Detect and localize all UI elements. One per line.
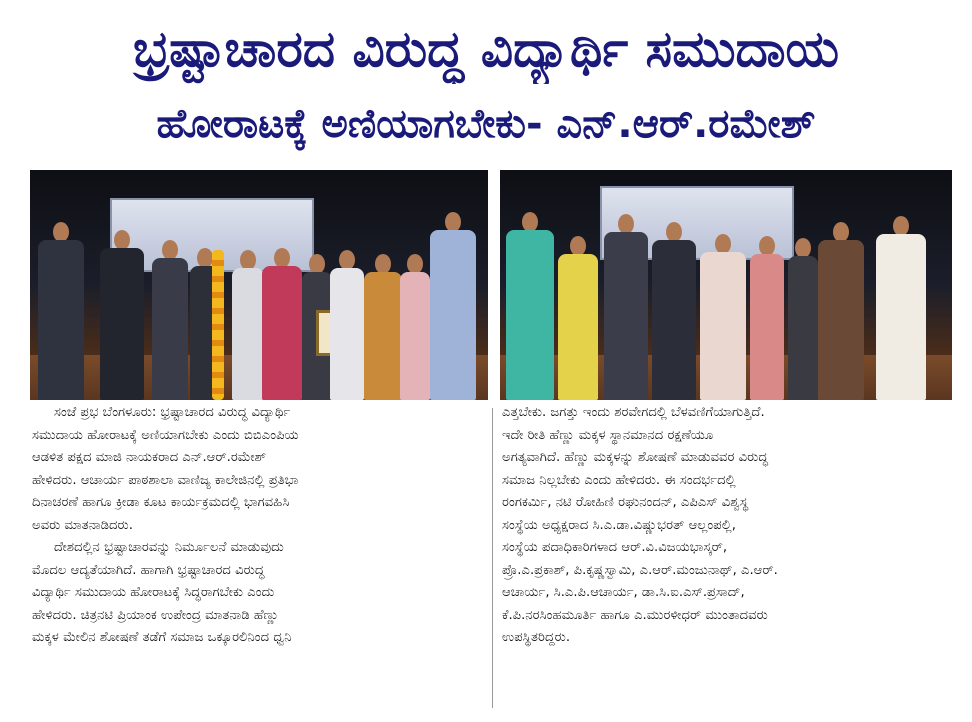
person-figure [232,250,264,400]
column-divider [492,408,493,708]
person-figure [818,222,864,400]
article-line: ಆಚಾರ್ಯ, ಸಿ.ಎ.ಪಿ.ಆಚಾರ್ಯ, ಡಾ.ಸಿ.ಐ.ಎಸ್.ಪ್ರಸಾದ್, [502,585,745,600]
article-line: ಸಮುದಾಯ ಹೋರಾಟಕ್ಕೆ ಅಣಿಯಾಗಬೇಕು ಎಂದು ಬಿಬಿಎಂಪಿಯ [32,427,299,443]
headline-line-1: ಭ್ರಷ್ಟಾಚಾರದ ವಿರುದ್ಧ ವಿದ್ಯಾರ್ಥಿ ಸಮುದಾಯ [132,20,840,78]
person-figure [750,236,784,400]
article-line: ಉಪಸ್ಥಿತರಿದ್ದರು. [502,630,571,645]
person-figure [652,222,696,400]
person-figure [506,212,554,400]
person-figure [262,248,302,400]
person-figure [400,254,430,400]
person-figure [100,230,144,400]
article-line: ಸಂಜೆ ಪ್ರಭ ಬೆಂಗಳೂರು: ಭ್ರಷ್ಟಾಚಾರದ ವಿರುದ್ಧ ವಿದ್ಯಾರ್ಥಿ [54,405,291,420]
article-line: ಆಡಳಿತ ಪಕ್ಷದ ಮಾಜಿ ನಾಯಕರಾದ ಎನ್.ಆರ್.ರಮೇಶ್ [32,450,267,465]
oil-lamp [212,250,224,400]
person-figure [38,222,84,400]
article-line: ಸಂಸ್ಥೆಯ ಪದಾಧಿಕಾರಿಗಳಾದ ಆರ್.ವಿ.ವಿಜಯಭಾಸ್ಕರ್, [502,540,728,555]
event-photo-left [30,170,488,400]
article-line: ದೇಶದಲ್ಲಿನ ಭ್ರಷ್ಟಾಚಾರವನ್ನು ನಿರ್ಮೂಲನೆ ಮಾಡುವುದು [54,540,284,555]
person-figure [604,214,648,400]
event-photo-right [500,170,952,400]
article-line: ದಿನಾಚರಣೆ ಹಾಗೂ ಕ್ರೀಡಾ ಕೂಟ ಕಾರ್ಯಕ್ರಮದಲ್ಲಿ ಭಾಗವಹಿಸಿ [32,495,290,510]
article-line: ಹೇಳಿದರು. ಚಿತ್ರನಟಿ ಪ್ರಿಯಾಂಕ ಉಪೇಂದ್ರ ಮಾತನಾಡಿ ಹೆಣ್ಣು [32,607,279,623]
article-column-left [32,402,482,650]
article-line: ಸಮಾಜ ನಿಲ್ಲಬೇಕು ಎಂದು ಹೇಳಿದರು. ಈ ಸಂದರ್ಭದಲ್ಲಿ [502,472,736,488]
article-line: ಹೇಳಿದರು. ಆಚಾರ್ಯ ಪಾಠಶಾಲಾ ವಾಣಿಜ್ಯ ಕಾಲೇಜಿನಲ್ಲಿ ಪ್ರತಿಭಾ [32,472,299,488]
article-line: ಸಂಸ್ಥೆಯ ಅಧ್ಯಕ್ಷರಾದ ಸಿ.ಎ.ಡಾ.ವಿಷ್ಣುಭರತ್ ಆಲ್ಲಂಪಲ್ಲಿ, [502,517,736,533]
person-figure [330,250,364,400]
article-line: ಎತ್ತಬೇಕು. ಜಗತ್ತು ಇಂದು ಶರವೇಗದಲ್ಲಿ ಬೆಳವಣಿಗೆಯಾಗುತ್ತಿದೆ. [502,405,765,420]
article-line: ಅಗತ್ಯವಾಗಿದೆ. ಹೆಣ್ಣು ಮಕ್ಕಳನ್ನು ಶೋಷಣೆ ಮಾಡುವವರ ವಿರುದ್ಧ [502,450,768,465]
person-figure [788,238,818,400]
article-line: ಮಕ್ಕಳ ಮೇಲಿನ ಶೋಷಣೆ ತಡೆಗೆ ಸಮಾಜ ಒಕ್ಕೂರಲಿನಿಂದ ಧ್ವನಿ [32,630,292,645]
person-figure [152,240,188,400]
article-line: ವಿದ್ಯಾರ್ಥಿ ಸಮುದಾಯ ಹೋರಾಟಕ್ಕೆ ಸಿದ್ಧರಾಗಬೇಕು ಎಂದು [32,585,275,600]
article-line: ಇದೇ ರೀತಿ ಹೆಣ್ಣು ಮಕ್ಕಳ ಸ್ಥಾನಮಾನದ ರಕ್ಷಣೆಯೂ [502,427,714,443]
article-line: ಮೊದಲ ಆದ್ಯತೆಯಾಗಿದೆ. ಹಾಗಾಗಿ ಭ್ರಷ್ಟಾಚಾರದ ವಿರುದ್ಧ [32,562,265,578]
person-figure [430,212,476,400]
article-line: ಕೆ.ಪಿ.ನರಸಿಂಹಮೂರ್ತಿ ಹಾಗೂ ಎ.ಮುರಳೀಧರ್ ಮುಂತಾದವರು [502,607,768,623]
person-figure [876,216,926,400]
article-column-right [502,402,952,650]
article-line: ಅವರು ಮಾತನಾಡಿದರು. [32,517,133,533]
person-figure [364,254,402,400]
person-figure [700,234,746,400]
headline-line-2: ಹೋರಾಟಕ್ಕೆ ಅಣಿಯಾಗಬೇಕು- ಎನ್.ಆರ್.ರಮೇಶ್ [156,101,816,147]
person-figure [558,236,598,400]
article-line: ರಂಗಕರ್ಮಿ, ನಟಿ ರೋಹಿಣಿ ರಘುನಂದನ್, ಎಪಿಎಸ್ ವಿಶ್ವಸ್ಥ [502,495,749,510]
article-line: ಪ್ರೊ.ಎ.ಪ್ರಕಾಶ್, ಪಿ.ಕೃಷ್ಣಸ್ವಾಮಿ, ಎ.ಆರ್.ಮಂಜುನಾಥ್, ಎ.ಆರ್. [502,562,778,578]
